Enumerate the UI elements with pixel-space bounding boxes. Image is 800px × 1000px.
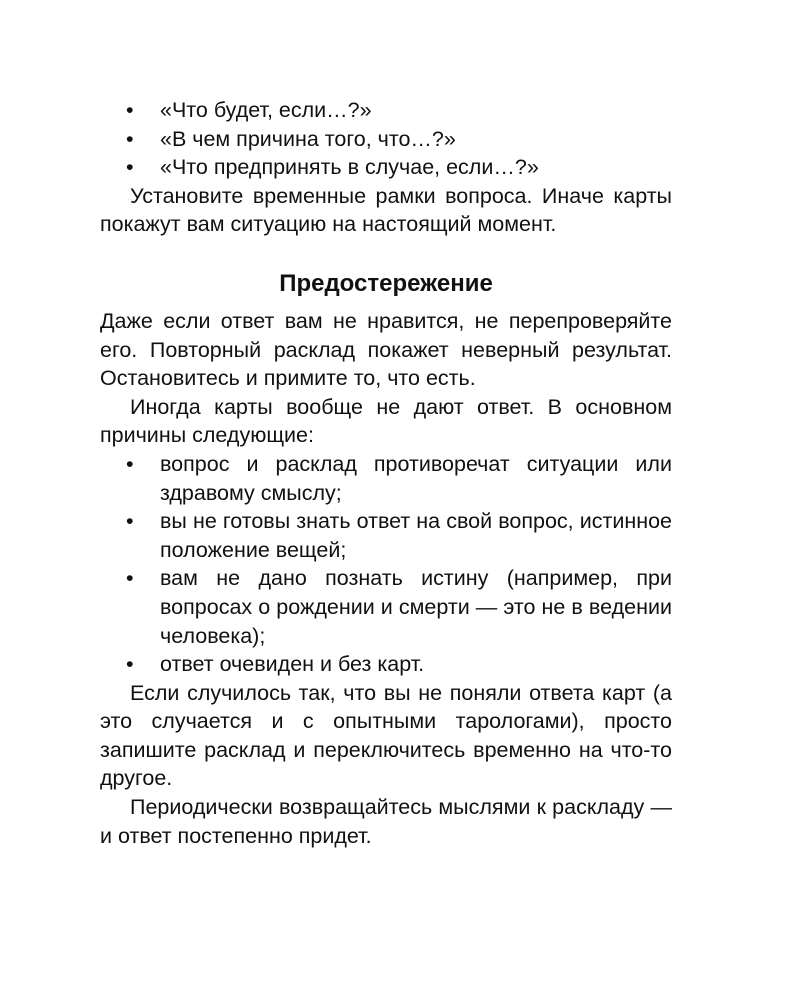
list-item-text: «Что будет, если…?» [160,98,372,122]
bullet-icon: • [126,566,134,591]
list-item-text: вам не дано познать истину (например, при вопросах о рождении и смерти — это не в ведении человека); [160,566,672,648]
list-item [100,96,672,125]
paragraph-no-answer: Иногда карты вообще не дают ответ. В основном причины следующие: [100,394,672,448]
reasons-bullet-list [100,450,672,679]
list-item-text: «Что предпринять в случае, если…?» [160,155,539,180]
list-item [100,450,672,507]
list-item [100,507,672,564]
bullet-icon: • [126,451,134,476]
list-item-text: вопрос и расклад противоречат ситуации или здравому смыслу; [160,451,672,505]
section-heading: Предостережение [279,269,493,297]
list-item [100,564,672,650]
bullet-icon: • [126,98,134,122]
list-item-text: ответ очевиден и без карт. [160,652,425,677]
paragraph-not-understood: Если случилось так, что вы не поняли ответа карт (а это случается и с опытными тарологами), просто запишите расклад и переключитесь временно на что-то другое. [100,680,672,791]
paragraph-warning: Даже если ответ вам не нравится, не перепроверяйте его. Повторный расклад покажет неверный результат. Остановитесь и примите то, что есть. [100,308,672,391]
bullet-icon: • [126,155,134,180]
paragraph-return-later: Периодически возвращайтесь мыслями к раскладу — и ответ постепенно придет. [100,795,672,848]
bullet-icon: • [126,126,134,151]
list-item [100,153,672,182]
list-item [100,125,672,154]
bullet-icon: • [126,509,134,534]
bullet-icon: • [126,652,134,677]
intro-paragraph: Установите временные рамки вопроса. Иначе карты покажут вам ситуацию на настоящий момент. [100,183,672,237]
list-item-text: вы не готовы знать ответ на свой вопрос, истинное положение вещей; [160,509,672,562]
list-item-text: «В чем причина того, что…?» [160,126,456,151]
list-item [100,650,672,679]
intro-bullet-list [100,96,672,182]
page-content [100,96,672,850]
